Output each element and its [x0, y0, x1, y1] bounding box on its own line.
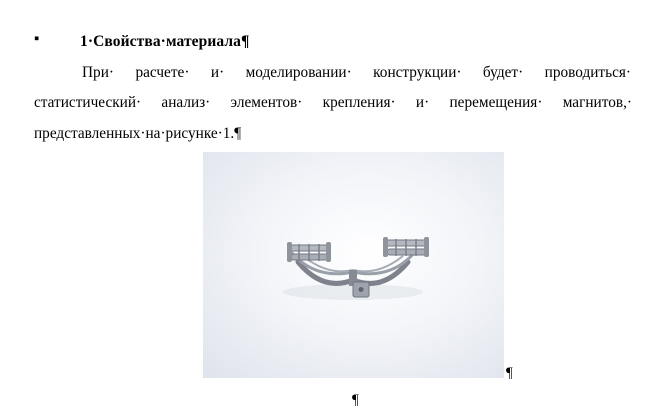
- bracket-model-icon: [203, 152, 504, 378]
- paragraph-line-1[interactable]: При· расчете· и· моделировании· конструкции· будет· проводиться·: [82, 64, 631, 81]
- paragraph-line-3[interactable]: представленных·на·рисунке·1.¶: [34, 125, 242, 142]
- figure-paragraph-mark: ¶: [506, 365, 513, 381]
- paragraph-line-2[interactable]: статистический· анализ· элементов· крепления· и· перемещения· магнитов,·: [34, 94, 632, 111]
- section-heading[interactable]: 1·Свойства·материала¶: [80, 33, 250, 50]
- heading-bullet: ▪: [34, 31, 40, 47]
- figure-image[interactable]: [203, 152, 504, 378]
- empty-paragraph-mark: ¶: [352, 392, 359, 408]
